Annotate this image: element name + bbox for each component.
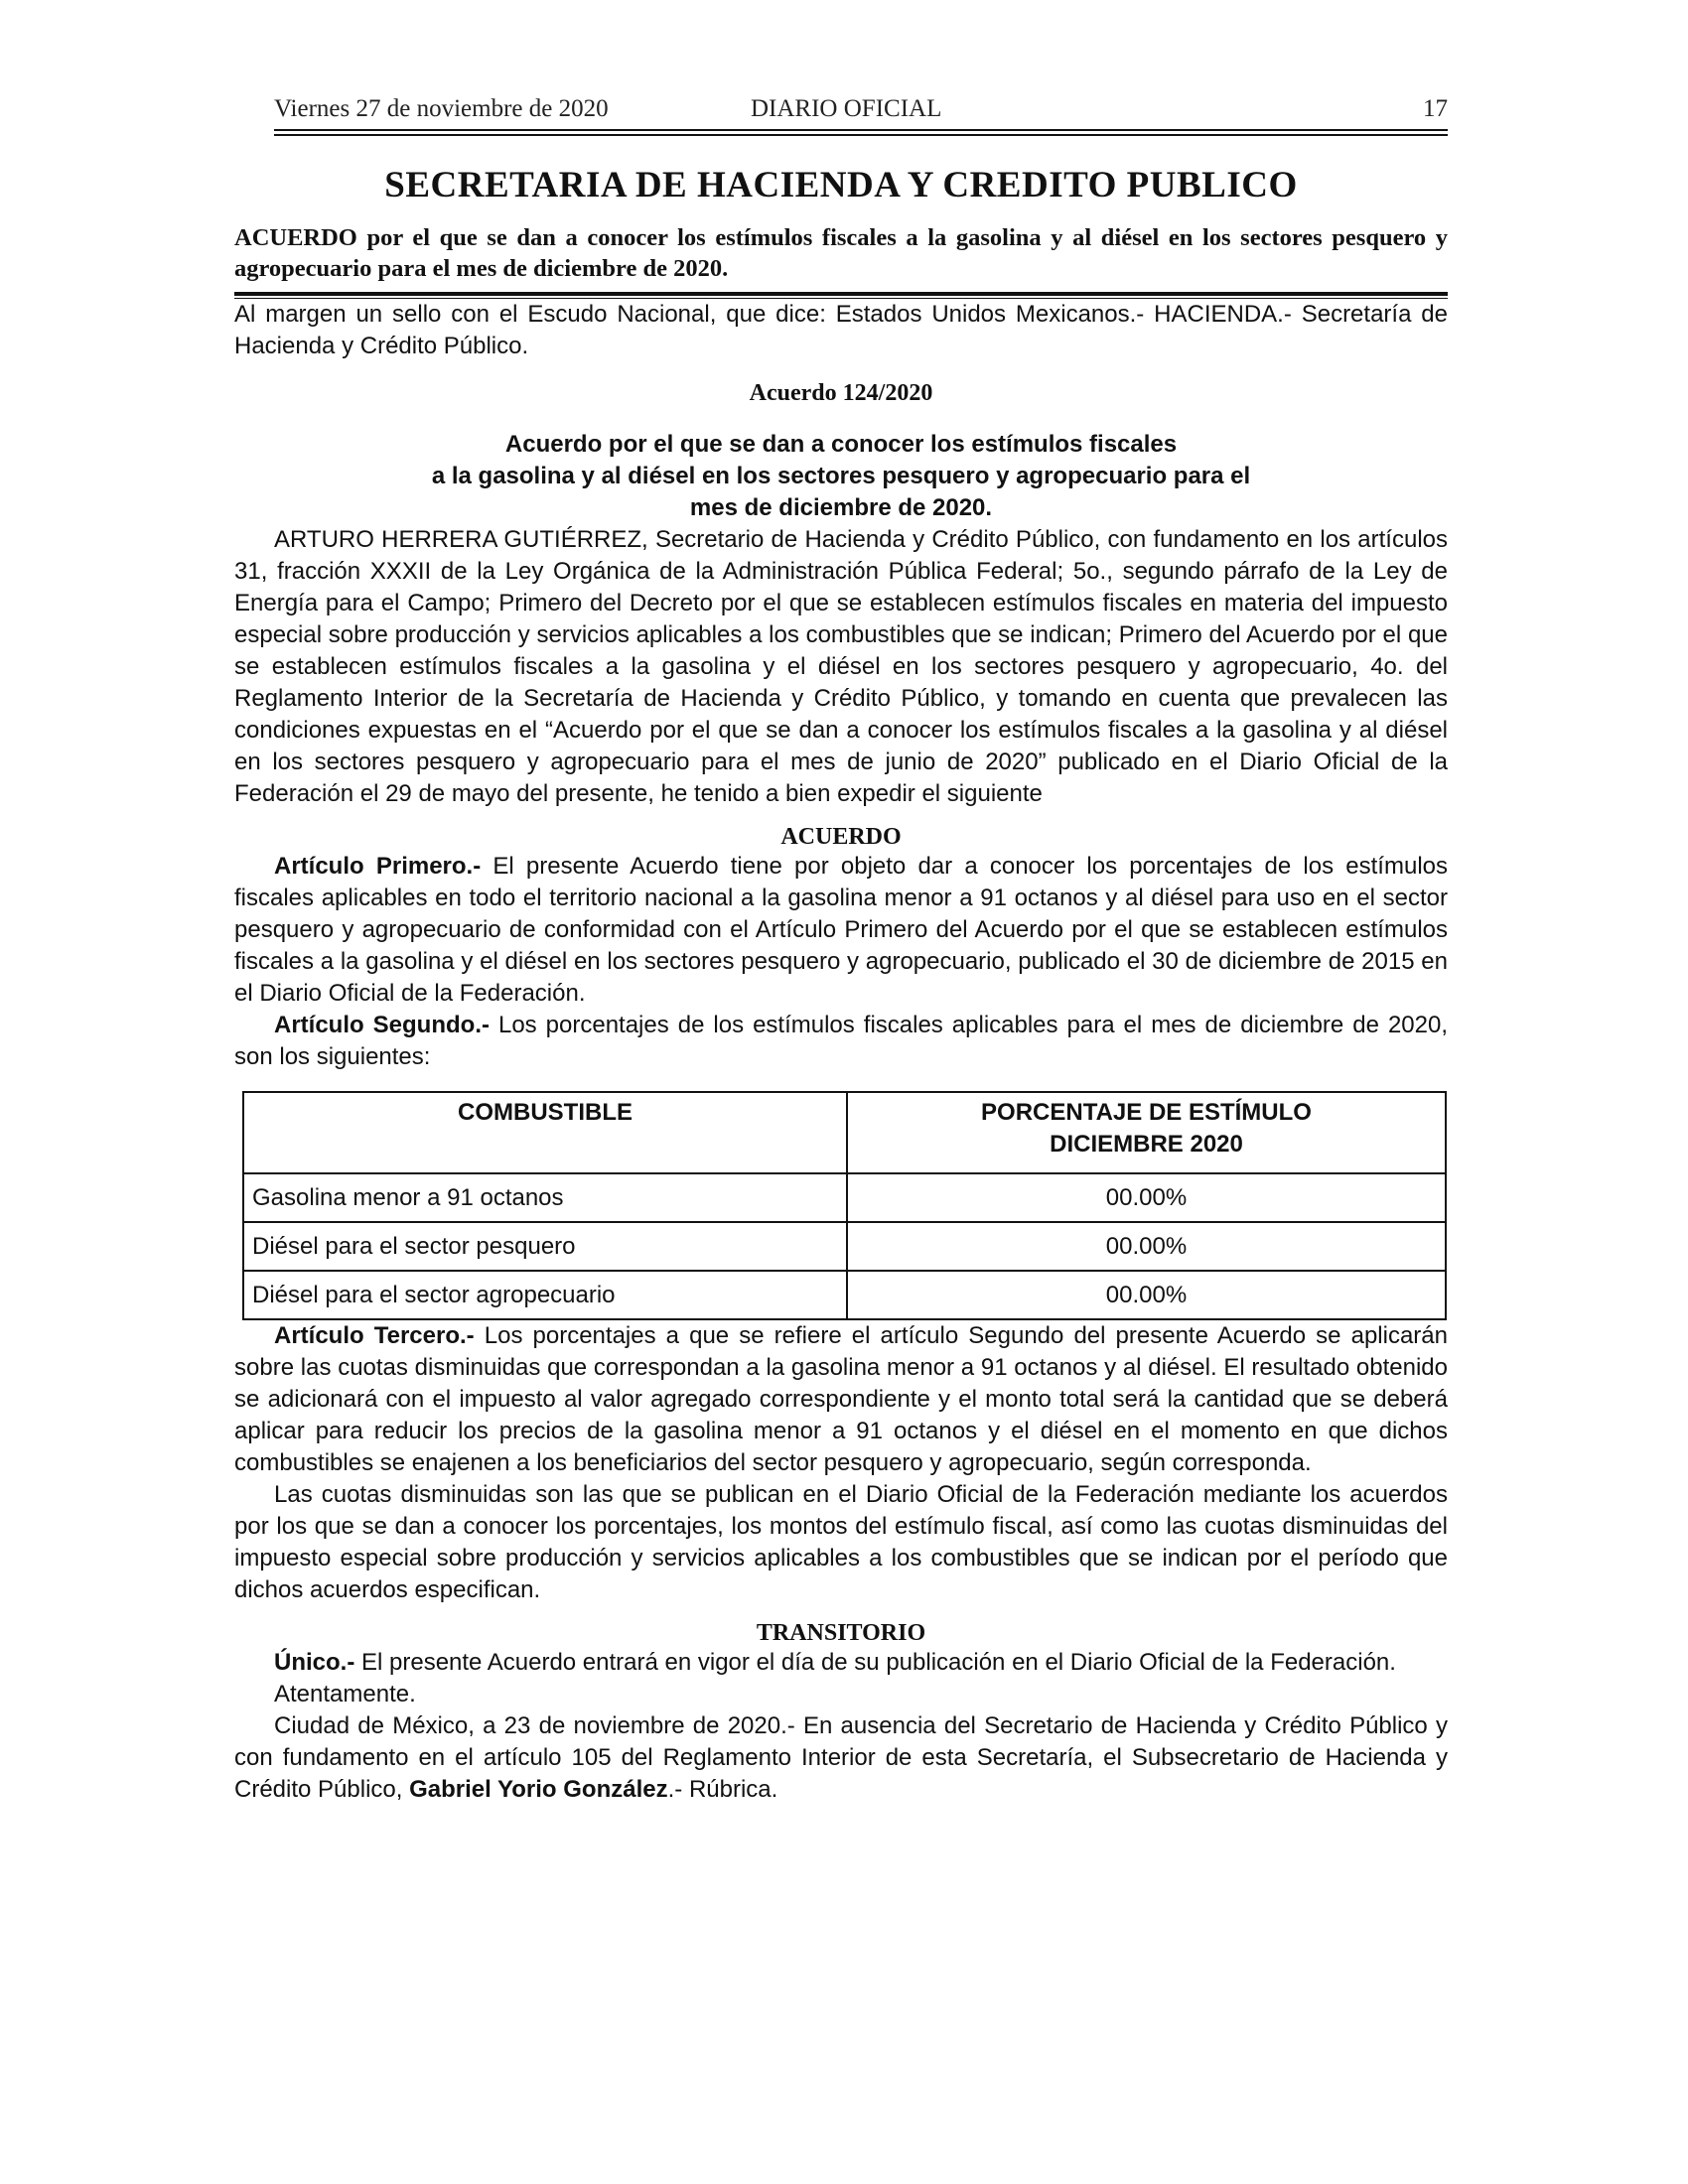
acuerdo-title bbox=[234, 429, 1448, 524]
article-label: Artículo Segundo.- bbox=[274, 1012, 490, 1038]
articulo-tercero bbox=[234, 1320, 1448, 1479]
article-label: Único.- bbox=[274, 1649, 355, 1676]
column-header-fuel: COMBUSTIBLE bbox=[243, 1092, 847, 1173]
summary-divider-thick bbox=[234, 292, 1448, 296]
transitorio-heading: TRANSITORIO bbox=[756, 1620, 926, 1646]
stimulus-table bbox=[242, 1091, 1447, 1320]
articulo-primero bbox=[234, 851, 1448, 1010]
table-header-row bbox=[243, 1092, 1446, 1173]
table-row bbox=[243, 1173, 1446, 1222]
cuotas-paragraph: Las cuotas disminuidas son las que se publican en el Diario Oficial de la Federación mediante los acuerdos por los que se dan a conocer los porcentajes, los montos del estímulo fiscal, así como las cuotas disminuidas del impuesto especial sobre producción y servicios aplicables a los combustibles que se indican por el período que dichos acuerdos especifican. bbox=[234, 1481, 1448, 1603]
acuerdo-title-line: mes de diciembre de 2020. bbox=[689, 494, 993, 521]
fuel-cell: Diésel para el sector pesquero bbox=[243, 1222, 847, 1271]
table-row bbox=[243, 1271, 1446, 1319]
unico-paragraph bbox=[234, 1647, 1448, 1679]
header-gazette-name: DIARIO OFICIAL bbox=[751, 95, 942, 122]
preamble-paragraph: ARTURO HERRERA GUTIÉRREZ, Secretario de Hacienda y Crédito Público, con fundamento en los artículos 31, fracción XXXII de la Ley Orgánica de la Administración Pública Federal; 5o., segundo párrafo de la Ley de Energía para el Campo; Primero del Decreto por el que se establecen estímulos fiscales en materia del impuesto especial sobre producción y servicios aplicables a los combustibles que se indican; Primero del Acuerdo por el que se establecen estímulos fiscales a la gasolina y el diésel en los sectores pesquero y agropecuario, 4o. del Reglamento Interior de la Secretaría de Hacienda y Crédito Público, y tomando en cuenta que prevalecen las condiciones expuestas en el “Acuerdo por el que se dan a conocer los estímulos fiscales a la gasolina y al diésel en los sectores pesquero y agropecuario para el mes de junio de 2020” publicado en el Diario Oficial de la Federación el 29 de mayo del presente, he tenido a bien expedir el siguiente bbox=[234, 526, 1448, 807]
percentage-cell: 00.00% bbox=[847, 1271, 1446, 1319]
acuerdo-title-line: Acuerdo por el que se dan a conocer los estímulos fiscales bbox=[504, 431, 1178, 458]
article-text: El presente Acuerdo entrará en vigor el día de su publicación en el Diario Oficial de la Federación. bbox=[354, 1649, 1396, 1676]
article-label: Artículo Tercero.- bbox=[274, 1322, 475, 1349]
document-page bbox=[234, 95, 1448, 1806]
margin-note: Al margen un sello con el Escudo Nacional, que dice: Estados Unidos Mexicanos.- HACIENDA.- Secretaría de Hacienda y Crédito Público. bbox=[234, 301, 1448, 359]
header-date: Viernes 27 de noviembre de 2020 bbox=[274, 95, 609, 122]
articulo-segundo bbox=[234, 1010, 1448, 1073]
secretaria-heading: SECRETARIA DE HACIENDA Y CREDITO PUBLICO bbox=[384, 165, 1298, 205]
percentage-cell: 00.00% bbox=[847, 1173, 1446, 1222]
closing-text: Ciudad de México, a 23 de noviembre de 2020.- En ausencia del Secretario de Hacienda y Crédito Público y con fundamento en el artículo 105 del Reglamento Interior de esta Secretaría, el Subsecretario de Hacienda y Crédito Público, bbox=[234, 1712, 1448, 1803]
closing-paragraph bbox=[234, 1710, 1448, 1806]
signer-name: Gabriel Yorio González bbox=[409, 1776, 668, 1803]
closing-text: .- Rúbrica. bbox=[667, 1776, 778, 1803]
table-row bbox=[243, 1222, 1446, 1271]
article-label: Artículo Primero.- bbox=[274, 853, 482, 880]
column-header-percentage bbox=[847, 1092, 1446, 1173]
acuerdo-number: Acuerdo 124/2020 bbox=[749, 380, 933, 406]
article-text: Los porcentajes a que se refiere el artículo Segundo del presente Acuerdo se aplicarán sobre las cuotas disminuidas que correspondan a la gasolina menor a 91 octanos y al diésel. El resultado obtenido se adicionará con el impuesto al valor agregado correspondiente y el monto total será la cantidad que se deberá aplicar para reducir los precios de la gasolina menor a 91 octanos y el diésel en el momento en que dichos combustibles se enajenen a los beneficiarios del sector pesquero y agropecuario, según corresponda. bbox=[234, 1322, 1448, 1476]
percentage-cell: 00.00% bbox=[847, 1222, 1446, 1271]
article-text: El presente Acuerdo tiene por objeto dar a conocer los porcentajes de los estímulos fiscales aplicables en todo el territorio nacional a la gasolina menor a 91 octanos y al diésel para uso en el sector pesquero y agropecuario de conformidad con el Artículo Primero del Acuerdo por el que se establecen estímulos fiscales a la gasolina y el diésel en los sectores pesquero y agropecuario, publicado el 30 de diciembre de 2015 en el Diario Oficial de la Federación. bbox=[234, 853, 1448, 1007]
fuel-cell: Gasolina menor a 91 octanos bbox=[243, 1173, 847, 1222]
header-line: DICIEMBRE 2020 bbox=[1050, 1131, 1243, 1158]
header-line: PORCENTAJE DE ESTÍMULO bbox=[981, 1099, 1312, 1126]
acuerdo-title-line: a la gasolina y al diésel en los sectores pesquero y agropecuario para el bbox=[431, 463, 1251, 489]
page-header bbox=[234, 95, 1448, 125]
acuerdo-section-heading: ACUERDO bbox=[780, 824, 902, 850]
article-text: Los porcentajes de los estímulos fiscales aplicables para el mes de diciembre de 2020, son los siguientes: bbox=[234, 1012, 1448, 1070]
atentamente: Atentamente. bbox=[274, 1681, 416, 1707]
acuerdo-summary: ACUERDO por el que se dan a conocer los estímulos fiscales a la gasolina y al diésel en los sectores pesquero y agropecuario para el mes de diciembre de 2020. bbox=[234, 224, 1448, 282]
header-page-number: 17 bbox=[1423, 95, 1448, 122]
fuel-cell: Diésel para el sector agropecuario bbox=[243, 1271, 847, 1319]
header-divider bbox=[274, 129, 1448, 136]
